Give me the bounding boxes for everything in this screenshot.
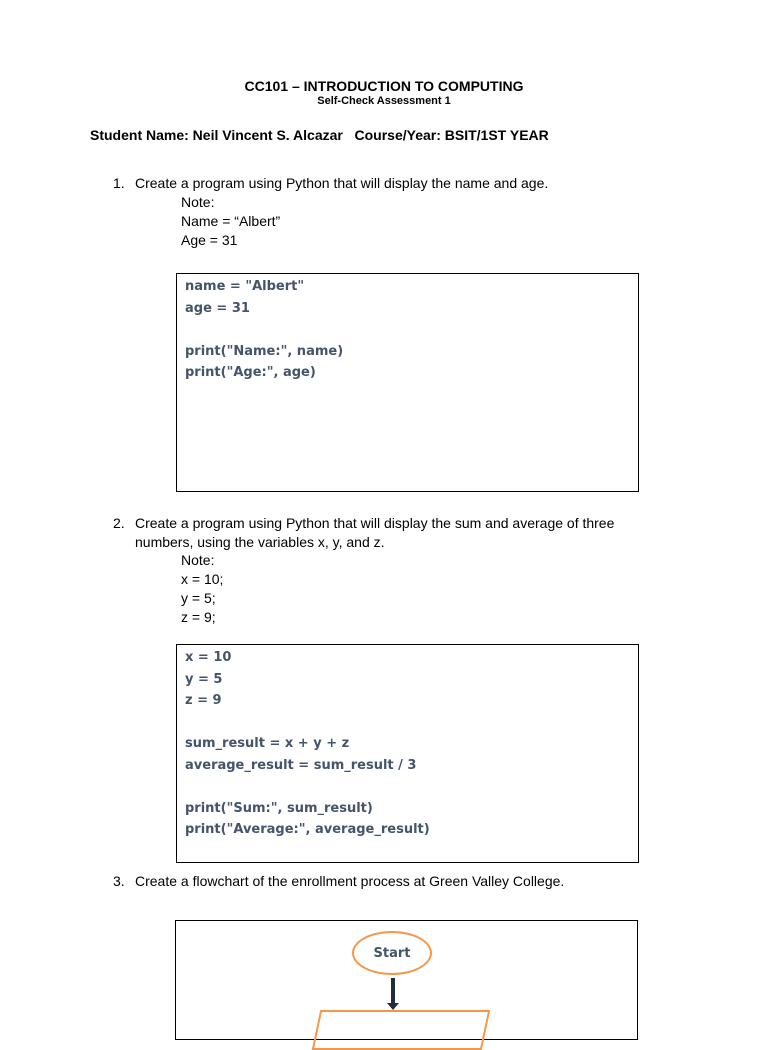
code-line: age = 31 <box>185 300 250 316</box>
answer-2-code-box <box>176 644 639 863</box>
flowchart-arrow-head <box>387 1003 399 1010</box>
note-line: x = 10; <box>181 571 224 587</box>
code-line <box>185 776 638 798</box>
note-line: z = 9; <box>181 609 216 625</box>
flowchart-start-terminal <box>352 931 432 975</box>
flowchart-input-shape <box>312 1010 491 1050</box>
question-text: Create a flowchart of the enrollment process at Green Valley College. <box>135 873 565 889</box>
question-text: Create a program using Python that will display the name and age. <box>135 175 549 191</box>
note-line: Note: <box>181 194 215 210</box>
question-text: Create a program using Python that will display the sum and average of three numbers, using the variables x, y, and z. <box>135 515 615 550</box>
code-line: print("Age:", age) <box>185 365 316 380</box>
question-number: 2. <box>113 515 125 531</box>
note-line: y = 5; <box>181 590 216 606</box>
document-title: CC101 – INTRODUCTION TO COMPUTING <box>244 78 524 94</box>
question-1-note <box>181 193 280 250</box>
code-line <box>185 319 638 341</box>
answer-1-code-box <box>176 273 639 492</box>
code-line: print("Sum:", sum_result) <box>185 800 373 816</box>
student-info: Student Name: Neil Vincent S. Alcazar Course/Year: BSIT/1ST YEAR <box>90 127 549 143</box>
note-line: Note: <box>181 552 215 568</box>
question-2-note <box>181 551 223 627</box>
flowchart-box <box>175 920 638 1040</box>
code-line <box>185 712 638 734</box>
note-line: Age = 31 <box>181 232 238 248</box>
code-line: y = 5 <box>185 671 223 687</box>
code-line: name = "Albert" <box>185 279 305 294</box>
code-line: z = 9 <box>185 693 222 708</box>
code-line: average_result = sum_result / 3 <box>185 757 417 773</box>
document-subtitle: Self-Check Assessment 1 <box>317 95 451 107</box>
note-line: Name = “Albert” <box>181 213 281 229</box>
code-line: x = 10 <box>185 650 232 665</box>
code-line: print("Name:", name) <box>185 343 344 359</box>
code-line: sum_result = x + y + z <box>185 736 350 751</box>
code-line: print("Average:", average_result) <box>185 822 430 837</box>
flowchart-start-label: Start <box>373 945 411 961</box>
question-number: 3. <box>113 873 125 889</box>
question-number: 1. <box>113 175 125 191</box>
flowchart-arrow-line <box>391 978 395 1004</box>
